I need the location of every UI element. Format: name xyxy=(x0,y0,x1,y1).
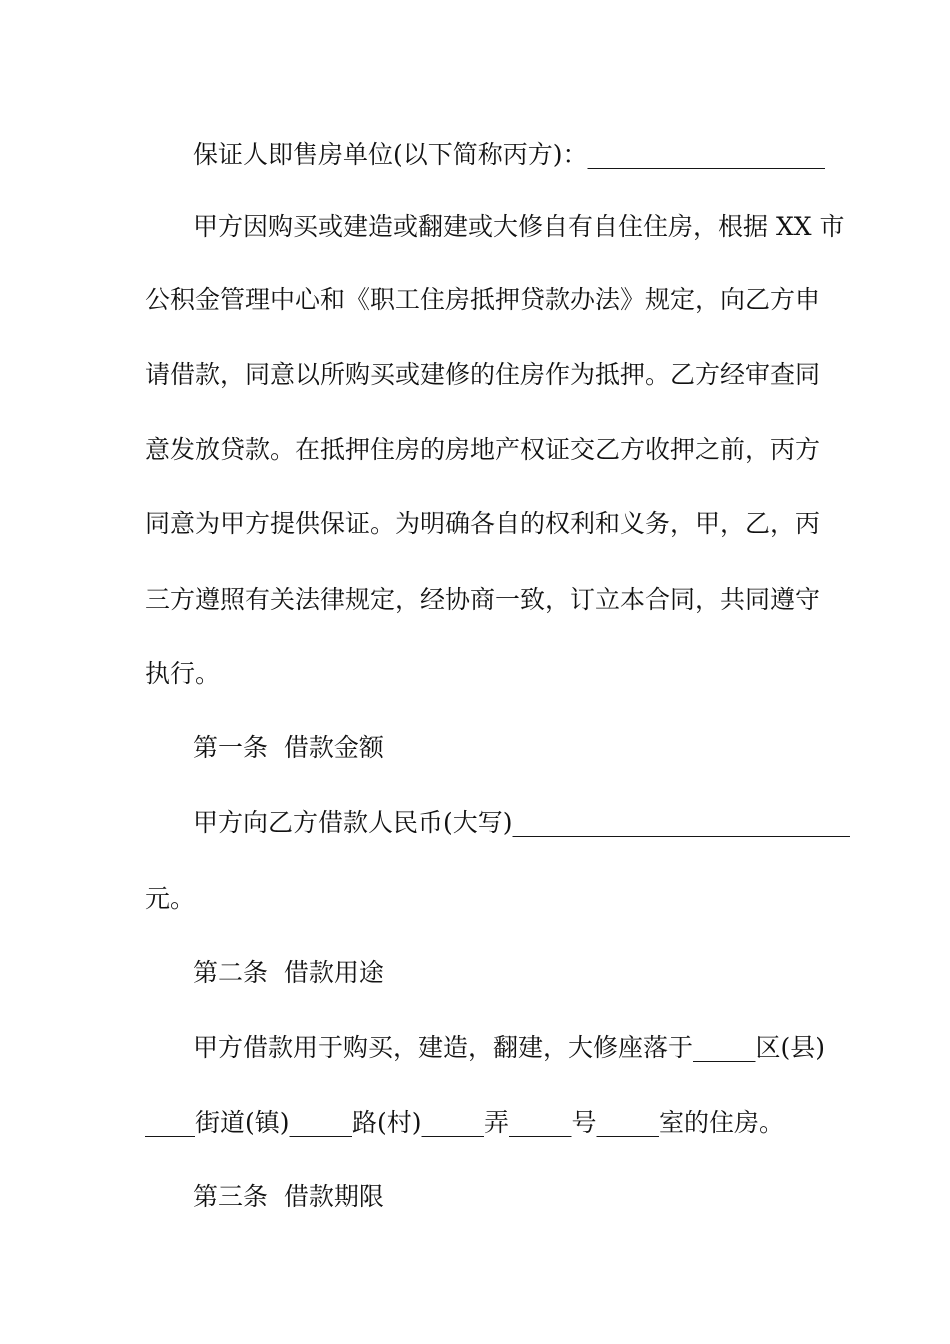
guarantor-line: 保证人即售房单位(以下简称丙方)：___________________ xyxy=(193,140,826,169)
preamble-line-7: 执行。 xyxy=(145,659,221,688)
article-2-line-2: ____街道(镇)_____路(村)_____弄_____号_____室的住房。 xyxy=(145,1108,785,1137)
article-3-heading: 第三条 借款期限 xyxy=(193,1182,384,1211)
article-1-line-1: 甲方向乙方借款人民币(大写)___________________________ xyxy=(193,808,851,837)
article-2-line-1: 甲方借款用于购买，建造，翻建，大修座落于_____区(县) xyxy=(193,1033,826,1062)
preamble-line-2: 公积金管理中心和《职工住房抵押贷款办法》规定，向乙方申 xyxy=(145,285,821,314)
article-2-heading: 第二条 借款用途 xyxy=(193,958,384,987)
preamble-line-5: 同意为甲方提供保证。为明确各自的权利和义务，甲，乙，丙 xyxy=(145,509,821,538)
article-1-line-2: 元。 xyxy=(145,884,196,913)
preamble-line-6: 三方遵照有关法律规定，经协商一致，订立本合同，共同遵守 xyxy=(145,585,821,614)
preamble-line-1: 甲方因购买或建造或翻建或大修自有自住住房，根据 XX 市 xyxy=(193,212,845,241)
preamble-line-4: 意发放贷款。在抵押住房的房地产权证交乙方收押之前，丙方 xyxy=(145,435,821,464)
preamble-line-3: 请借款，同意以所购买或建修的住房作为抵押。乙方经审查同 xyxy=(145,360,821,389)
article-1-heading: 第一条 借款金额 xyxy=(193,733,384,762)
